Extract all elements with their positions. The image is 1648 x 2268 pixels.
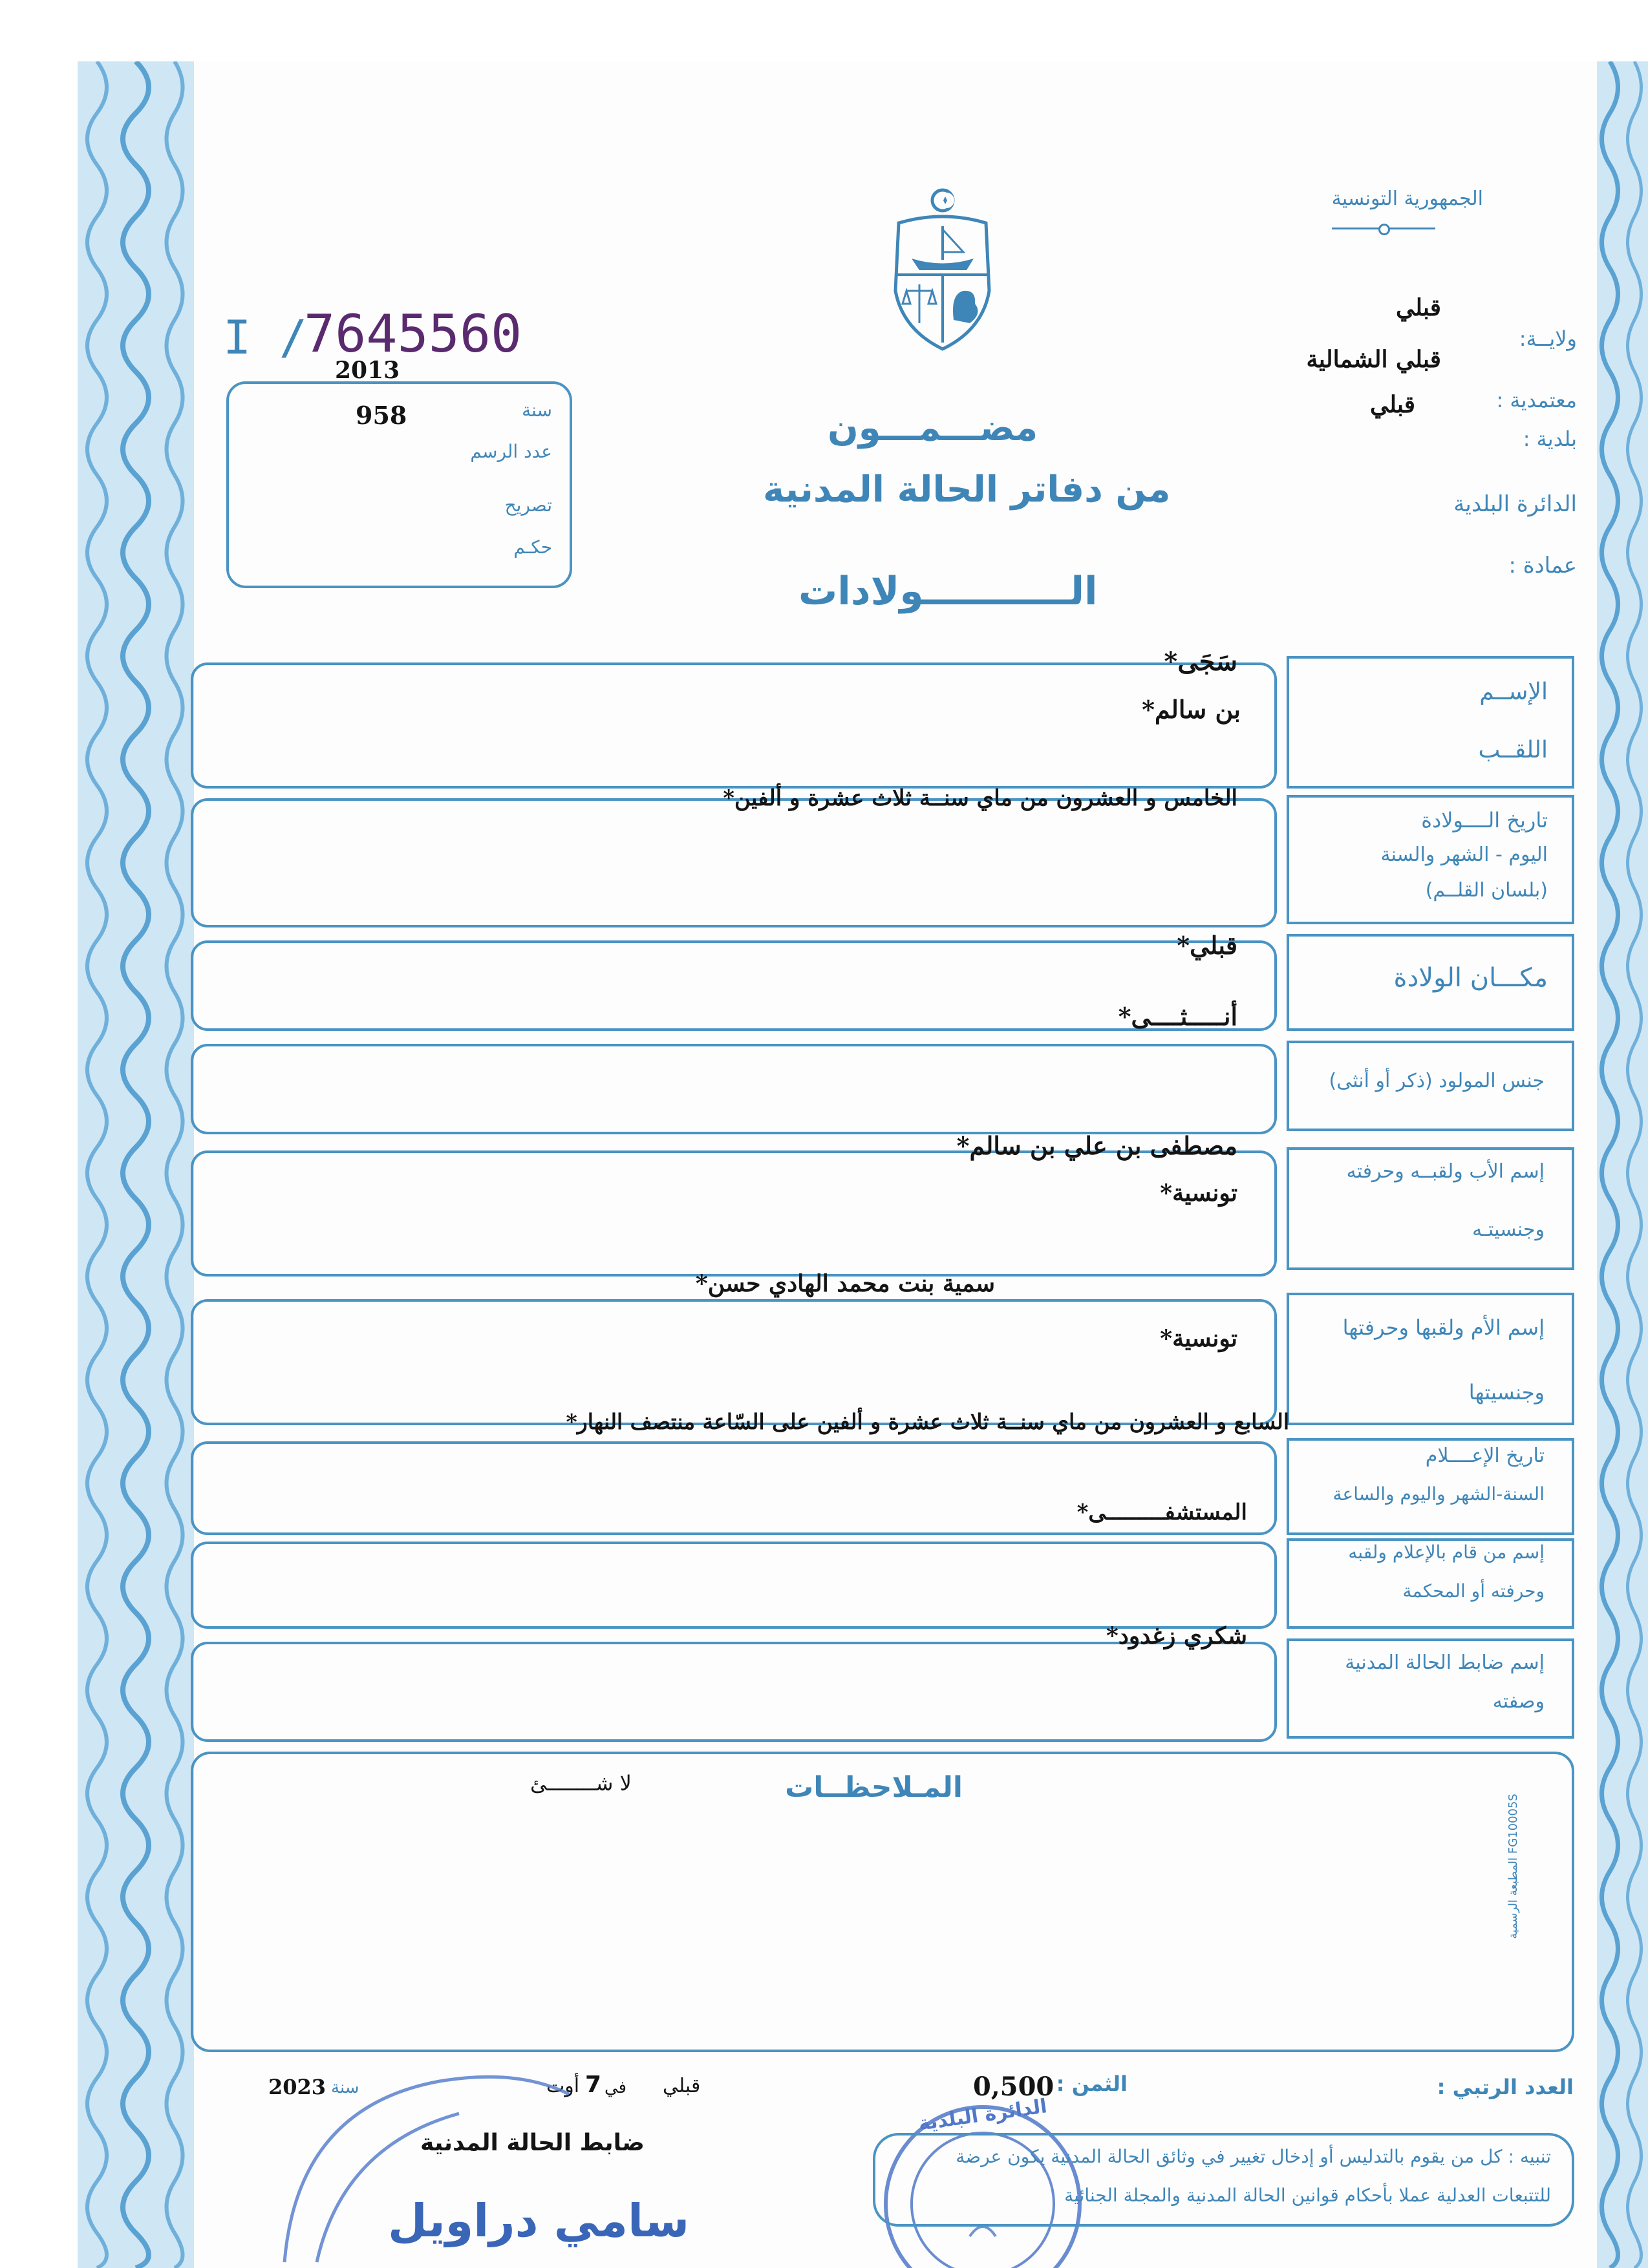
daira-label: الدائرة البلدية	[1453, 491, 1577, 517]
name-value-box	[191, 662, 1277, 789]
remarks-label: المـلاحظــات	[785, 1771, 963, 1804]
footer-place: قبلي	[663, 2075, 701, 2097]
footer-fi: في	[605, 2078, 627, 2097]
officer-label: إسم ضابط الحالة المدنية	[1345, 1651, 1545, 1674]
record-judgment-label: حكـم	[513, 536, 552, 558]
wilaya-label: ولايــة:	[1519, 326, 1577, 351]
mother-nationality-label: وجنسيتها	[1468, 1380, 1545, 1404]
officer-sublabel: وصفته	[1492, 1690, 1545, 1713]
record-year-label: سنة	[522, 399, 552, 421]
sex-value-box	[191, 1044, 1277, 1134]
officer-value: شكري زغدود*	[1106, 1622, 1247, 1649]
footer-year-value: 2023	[268, 2075, 326, 2099]
declaration-date-label: تاريخ الإعــــلام	[1425, 1445, 1545, 1467]
declaration-date-sublabel: السنة-الشهر واليوم والساعة	[1332, 1483, 1545, 1505]
record-declaration-label: تصريح	[504, 494, 552, 516]
father-name-value: مصطفى بن علي بن سالم*	[956, 1131, 1237, 1160]
birth-place-value-box	[191, 940, 1277, 1031]
serial-prefix: I /	[223, 310, 308, 365]
printer-mark: المطبعة الرسمية FG10005S	[1506, 1794, 1520, 1939]
serial-number: 7645560	[304, 304, 522, 364]
name-value: سَجَى*	[1164, 646, 1237, 677]
right-guilloche-border	[1597, 61, 1648, 2268]
header-ornament-dot	[1378, 224, 1390, 235]
footer-day: 7	[585, 2072, 602, 2098]
title-excerpt: مضـــمـــون	[828, 407, 1038, 449]
mother-label: إسم الأم ولقبها وحرفتها	[1342, 1315, 1545, 1340]
declarant-value-box	[191, 1542, 1277, 1629]
declarant-label: إسم من قام بالإعلام ولقبه	[1348, 1542, 1545, 1563]
father-value-box	[191, 1150, 1277, 1277]
notice-line-1: تنبيه : كل من يقوم بالتدليس أو إدخال تغيير في وثائق الحالة المدنية يكون عرضة	[956, 2146, 1551, 2167]
mutamadiya-value: قبلي الشمالية	[1306, 346, 1441, 373]
mother-nationality-value: تونسية*	[1160, 1325, 1237, 1352]
birth-date-value-box	[191, 798, 1277, 927]
birth-place-label: مكـــان الولادة	[1393, 963, 1548, 993]
stamp-text: الدائرة البلدية	[917, 2095, 1049, 2136]
record-year-value: 2013	[335, 357, 400, 384]
father-nationality-label: وجنسيتـه	[1472, 1218, 1545, 1241]
declarant-sublabel: وحرفته أو المحكمة	[1402, 1580, 1545, 1602]
wilaya-value: قبلي	[1396, 294, 1441, 321]
mutamadiya-label: معتمدية :	[1496, 388, 1577, 412]
record-number-label: عدد الرسم	[470, 441, 552, 462]
baladiya-value: قبلي	[1370, 391, 1415, 418]
notice-line-2: للتتبعات العدلية عملا بأحكام قوانين الحالة المدنية والمجلة الجنائية	[1064, 2185, 1551, 2206]
imada-label: عمادة :	[1508, 553, 1577, 578]
price-label: الثمن :	[1056, 2072, 1128, 2096]
declaration-date-value: السابع و العشرون من ماي سنــة ثلاث عشرة و ألفين على السّاعة منتصف النهار*	[566, 1409, 1289, 1434]
remarks-value: لا شــــــــئ	[530, 1771, 632, 1796]
surname-label: اللقــب	[1478, 737, 1548, 763]
footer-month: أوت	[546, 2075, 580, 2097]
father-nationality-value: تونسية*	[1160, 1180, 1237, 1207]
left-guilloche-border	[78, 61, 194, 2268]
birth-date-label: تاريخ الــــولادة	[1421, 808, 1548, 832]
birth-date-note: (بلسان القلــم)	[1425, 879, 1548, 902]
officer-title-footer: ضابط الحالة المدنية	[420, 2130, 645, 2156]
record-number-value: 958	[356, 401, 407, 430]
price-value: 0,500	[973, 2072, 1054, 2102]
title-civil-registry: من دفاتر الحالة المدنية	[763, 469, 1171, 511]
name-label: الإســم	[1479, 679, 1548, 705]
officer-value-box	[191, 1642, 1277, 1742]
mother-label-box	[1287, 1293, 1574, 1425]
birth-date-sublabel: اليوم - الشهر والسنة	[1380, 843, 1548, 866]
declarant-value: المستشفـــــــــى*	[1076, 1500, 1247, 1525]
birth-place-value: قبلي*	[1177, 931, 1237, 960]
birth-date-value: الخامس و العشرون من ماي سنــة ثلاث عشرة و ألفين*	[723, 785, 1237, 811]
republic-name: الجمهورية التونسية	[1331, 187, 1483, 210]
surname-value: بن سالم*	[1142, 695, 1241, 724]
father-label: إسم الأب ولقبــه وحرفته	[1346, 1160, 1545, 1183]
title-births: الـــــــــــولادات	[798, 569, 1098, 614]
mother-name-value: سمية بنت محمد الهادي حسن*	[695, 1270, 995, 1297]
sex-value: أنـــــثــــى*	[1118, 1002, 1237, 1031]
serial-footer-label: العدد الرتبي :	[1437, 2075, 1574, 2099]
signature-name: سامي دراويل	[388, 2194, 690, 2247]
tunisia-coat-of-arms-icon	[886, 187, 999, 352]
sex-label: جنس المولود (ذكر أو أنثى)	[1329, 1070, 1545, 1092]
footer-year-label: سنة	[331, 2078, 359, 2097]
baladiya-label: بلدية :	[1523, 427, 1577, 451]
name-label-box	[1287, 656, 1574, 789]
signature-scribble	[246, 2068, 608, 2268]
mother-value-box	[191, 1299, 1277, 1425]
